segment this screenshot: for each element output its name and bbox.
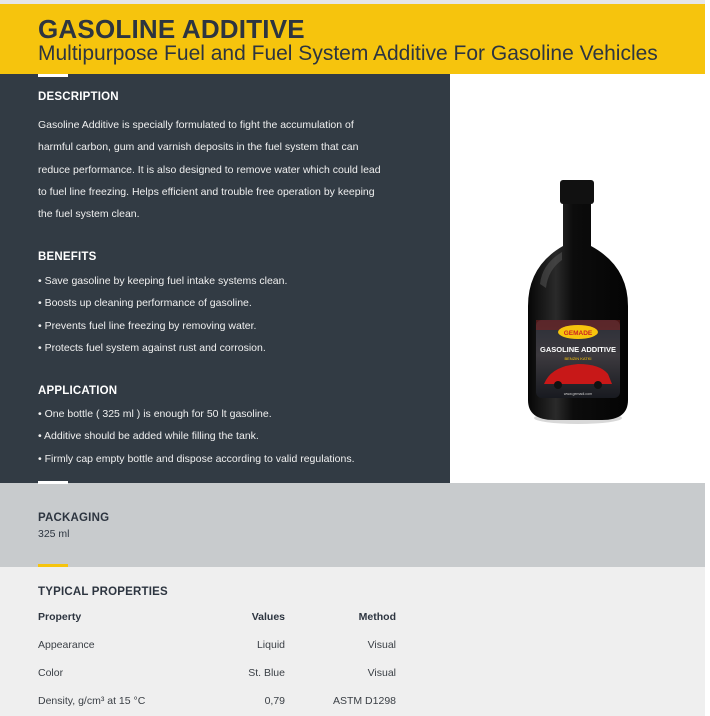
description-line: the fuel system clean. [38, 208, 140, 221]
benefits-heading: BENEFITS [38, 251, 97, 263]
column-header-values: Values [251, 611, 285, 623]
packaging-heading: PACKAGING [38, 512, 110, 524]
list-item: • Firmly cap empty bottle and dispose according to valid regulations. [38, 452, 355, 465]
description-line: to fuel line freezing. Helps efficient and trouble free operation by keeping [38, 185, 375, 198]
table-cell: Density, g/cm³ at 15 °C [38, 695, 146, 707]
section-divider-tick [38, 481, 68, 484]
label-title: GASOLINE ADDITIVE [540, 345, 616, 354]
column-header-property: Property [38, 611, 82, 623]
page-title: GASOLINE ADDITIVE [38, 14, 305, 44]
table-cell: Visual [367, 639, 396, 651]
application-list [38, 405, 355, 472]
benefits-list [38, 272, 287, 362]
list-item: • Save gasoline by keeping fuel intake systems clean. [38, 275, 288, 287]
table-cell: St. Blue [248, 667, 285, 679]
description-line: reduce performance. It is also designed to remove water which could lead [38, 163, 381, 176]
packaging-value: 325 ml [38, 528, 70, 540]
brand-name: GEMADE [563, 330, 593, 337]
table-cell: Color [38, 667, 64, 679]
table-cell: Appearance [38, 639, 95, 651]
info-panel [0, 74, 450, 483]
page-subtitle: Multipurpose Fuel and Fuel System Additive For Gasoline Vehicles [38, 42, 658, 65]
section-divider-tick [38, 564, 68, 567]
list-item: • Additive should be added while filling the tank. [38, 430, 259, 443]
label-url: www.gemadi.com [563, 392, 593, 396]
table-cell: ASTM D1298 [332, 695, 396, 707]
application-heading: APPLICATION [38, 385, 118, 397]
column-header-method: Method [358, 611, 396, 623]
table-cell: Liquid [256, 639, 285, 651]
product-photo [450, 74, 705, 483]
list-item: • One bottle ( 325 ml ) is enough for 50 lt gasoline. [38, 408, 272, 420]
description-heading: DESCRIPTION [38, 91, 119, 103]
description-line: Gasoline Additive is specially formulated to fight the accumulation of [38, 119, 354, 131]
table-cell: 0,79 [264, 695, 285, 707]
properties-section [0, 567, 705, 716]
table-cell: Visual [367, 667, 396, 679]
packaging-section [0, 483, 705, 567]
list-item: • Boosts up cleaning performance of gasoline. [38, 297, 252, 310]
list-item: • Protects fuel system against rust and corrosion. [38, 342, 266, 355]
list-item: • Prevents fuel line freezing by removing water. [38, 319, 257, 332]
description-line: harmful carbon, gum and varnish deposits in the fuel system that can [38, 141, 359, 154]
header-band [0, 4, 705, 74]
bottle-image [450, 74, 705, 483]
label-subtitle: BENZIN KATKI [564, 356, 592, 361]
section-divider-tick [38, 74, 68, 77]
description-text [38, 114, 418, 225]
properties-heading: TYPICAL PROPERTIES [38, 586, 168, 598]
bottle-cap [560, 180, 594, 204]
